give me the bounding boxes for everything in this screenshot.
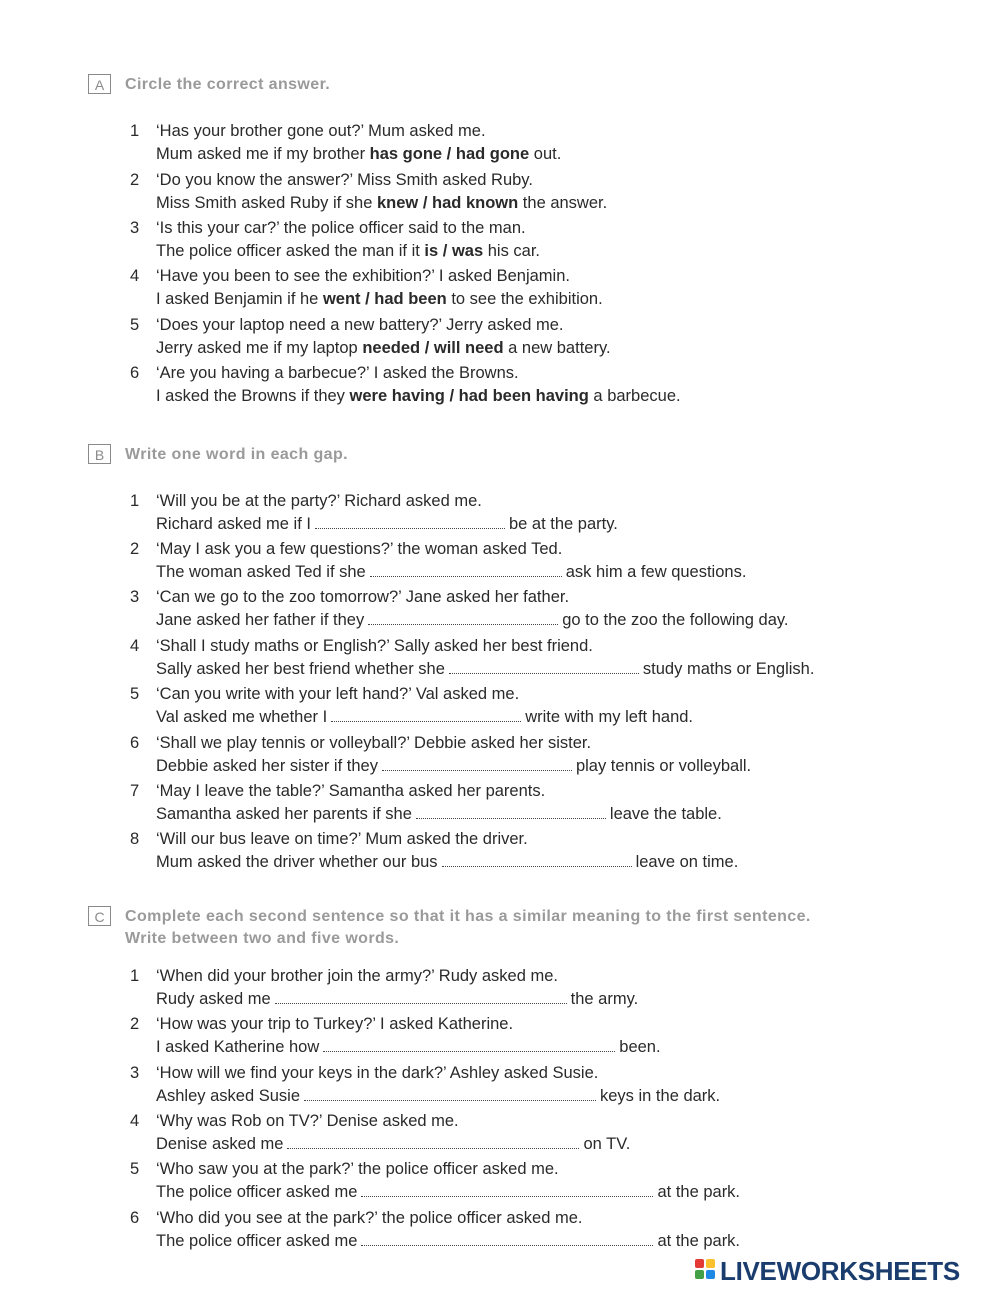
- answer-prefix: Rudy asked me: [156, 990, 271, 1008]
- answer-line: [156, 337, 611, 359]
- answer-line: [156, 706, 693, 728]
- answer-suffix: the answer.: [518, 194, 608, 212]
- answer-prefix: Richard asked me if I: [156, 515, 311, 533]
- question-line: ‘Shall I study maths or English?’ Sally asked her best friend.: [156, 637, 593, 655]
- question-line: ‘Can you write with your left hand?’ Val asked me.: [156, 685, 520, 703]
- answer-line: [156, 240, 540, 262]
- logo-text: LIVEWORKSHEETS: [720, 1255, 960, 1286]
- option-separator: /: [438, 242, 452, 260]
- section-b-instruction: Write one word in each gap.: [125, 446, 348, 463]
- question-line: ‘When did your brother join the army?’ Rudy asked me.: [156, 967, 558, 985]
- item-number: 2: [130, 540, 140, 558]
- item-number: 6: [130, 734, 140, 752]
- answer-line: [156, 385, 681, 407]
- answer-line: [156, 513, 618, 535]
- item-number: 6: [130, 1209, 140, 1227]
- question-line: ‘Who saw you at the park?’ the police officer asked me.: [156, 1160, 559, 1178]
- section-a-header: [88, 74, 845, 96]
- answer-line: [156, 288, 603, 310]
- section-a-instruction: Circle the correct answer.: [125, 76, 331, 93]
- item-number: 6: [130, 364, 140, 382]
- answer-line: [156, 988, 638, 1010]
- answer-gap-input[interactable]: [361, 1184, 653, 1197]
- answer-option-2[interactable]: had been: [374, 290, 447, 308]
- answer-gap-input[interactable]: [331, 709, 521, 722]
- section-b-header: [88, 444, 845, 466]
- answer-line: [156, 561, 746, 583]
- question-line: ‘May I leave the table?’ Samantha asked her parents.: [156, 782, 546, 800]
- item-number: 1: [130, 122, 140, 140]
- answer-gap-input[interactable]: [416, 806, 606, 819]
- section-c-header: [88, 906, 845, 950]
- answer-option-2[interactable]: was: [451, 242, 484, 260]
- question-line: ‘Does your laptop need a new battery?’ Jerry asked me.: [156, 316, 564, 334]
- answer-gap-input[interactable]: [368, 612, 558, 625]
- answer-line: [156, 1085, 720, 1107]
- answer-prefix: Sally asked her best friend whether she: [156, 660, 445, 678]
- answer-line: [156, 658, 814, 680]
- question-line: ‘Do you know the answer?’ Miss Smith asked Ruby.: [156, 171, 533, 189]
- answer-prefix: Denise asked me: [156, 1135, 284, 1153]
- section-c-letter-box: C: [88, 906, 111, 926]
- answer-prefix: The police officer asked me: [156, 1183, 358, 1201]
- answer-suffix: at the park.: [657, 1232, 741, 1250]
- answer-prefix: Mum asked the driver whether our bus: [156, 853, 438, 871]
- question-line: ‘Can we go to the zoo tomorrow?’ Jane asked her father.: [156, 588, 570, 606]
- answer-line: [156, 609, 788, 631]
- item-number: 5: [130, 316, 140, 334]
- answer-prefix: Val asked me whether I: [156, 708, 328, 726]
- liveworksheets-logo-icon: [695, 1259, 717, 1283]
- item-number: 8: [130, 830, 140, 848]
- answer-line: [156, 192, 607, 214]
- question-line: ‘Who did you see at the park?’ the police officer asked me.: [156, 1209, 583, 1227]
- answer-prefix: Jerry asked me if my laptop: [156, 339, 363, 357]
- answer-prefix: Jane asked her father if they: [156, 611, 365, 629]
- answer-suffix: go to the zoo the following day.: [562, 611, 789, 629]
- option-separator: /: [418, 194, 433, 212]
- question-line: ‘Will you be at the party?’ Richard asked me.: [156, 492, 482, 510]
- answer-prefix: I asked Benjamin if he: [156, 290, 323, 308]
- answer-suffix: out.: [529, 145, 562, 163]
- answer-option-2[interactable]: had been having: [458, 387, 589, 405]
- question-line: ‘Will our bus leave on time?’ Mum asked the driver.: [156, 830, 528, 848]
- question-line: ‘How will we find your keys in the dark?’ Ashley asked Susie.: [156, 1064, 599, 1082]
- answer-gap-input[interactable]: [361, 1233, 653, 1246]
- answer-line: [156, 1133, 630, 1155]
- answer-prefix: The woman asked Ted if she: [156, 563, 366, 581]
- answer-gap-input[interactable]: [304, 1088, 596, 1101]
- option-separator: /: [444, 387, 459, 405]
- answer-line: [156, 1181, 740, 1203]
- answer-prefix: Debbie asked her sister if they: [156, 757, 378, 775]
- item-number: 3: [130, 1064, 140, 1082]
- answer-option-1[interactable]: were having: [349, 387, 445, 405]
- answer-option-1[interactable]: needed: [362, 339, 421, 357]
- answer-line: [156, 851, 738, 873]
- answer-option-1[interactable]: went: [322, 290, 361, 308]
- liveworksheets-logo[interactable]: [695, 1256, 960, 1286]
- question-line: ‘Why was Rob on TV?’ Denise asked me.: [156, 1112, 459, 1130]
- question-line: ‘Is this your car?’ the police officer said to the man.: [156, 219, 526, 237]
- answer-suffix: at the park.: [657, 1183, 741, 1201]
- item-number: 7: [130, 782, 140, 800]
- answer-prefix: The police officer asked the man if it: [156, 242, 425, 260]
- answer-suffix: leave the table.: [609, 805, 722, 823]
- answer-line: [156, 803, 722, 825]
- answer-option-2[interactable]: had gone: [455, 145, 530, 163]
- item-number: 4: [130, 1112, 140, 1130]
- answer-option-1[interactable]: knew: [377, 194, 419, 212]
- question-line: ‘Shall we play tennis or volleyball?’ Debbie asked her sister.: [156, 734, 592, 752]
- item-number: 3: [130, 219, 140, 237]
- answer-prefix: Ashley asked Susie: [156, 1087, 300, 1105]
- answer-gap-input[interactable]: [315, 516, 505, 529]
- answer-option-1[interactable]: is: [424, 242, 439, 260]
- answer-prefix: Mum asked me if my brother: [156, 145, 370, 163]
- answer-line: [156, 1230, 740, 1252]
- answer-suffix: write with my left hand.: [525, 708, 694, 726]
- answer-suffix: leave on time.: [635, 853, 739, 871]
- answer-suffix: been.: [619, 1038, 661, 1056]
- item-number: 3: [130, 588, 140, 606]
- answer-option-1[interactable]: has gone: [369, 145, 443, 163]
- answer-prefix: Miss Smith asked Ruby if she: [156, 194, 377, 212]
- answer-suffix: study maths or English.: [642, 660, 815, 678]
- answer-prefix: I asked Katherine how: [156, 1038, 320, 1056]
- answer-suffix: be at the party.: [508, 515, 618, 533]
- item-number: 1: [130, 492, 140, 510]
- item-number: 5: [130, 1160, 140, 1178]
- item-number: 2: [130, 171, 140, 189]
- answer-gap-input[interactable]: [287, 1136, 579, 1149]
- answer-suffix: play tennis or volleyball.: [575, 757, 752, 775]
- answer-option-2[interactable]: will need: [433, 339, 504, 357]
- answer-gap-input[interactable]: [323, 1039, 615, 1052]
- answer-gap-input[interactable]: [370, 564, 562, 577]
- answer-prefix: I asked the Browns if they: [156, 387, 350, 405]
- question-line: ‘Are you having a barbecue?’ I asked the Browns.: [156, 364, 519, 382]
- answer-suffix: a barbecue.: [588, 387, 681, 405]
- option-separator: /: [360, 290, 375, 308]
- answer-gap-input[interactable]: [449, 661, 639, 674]
- section-b-letter-box: B: [88, 444, 111, 464]
- answer-gap-input[interactable]: [382, 758, 572, 771]
- answer-suffix: on TV.: [583, 1135, 631, 1153]
- answer-suffix: a new battery.: [503, 339, 611, 357]
- answer-suffix: keys in the dark.: [600, 1087, 721, 1105]
- question-line: ‘May I ask you a few questions?’ the woman asked Ted.: [156, 540, 563, 558]
- answer-option-2[interactable]: had known: [432, 194, 519, 212]
- answer-line: [156, 1036, 661, 1058]
- item-number: 2: [130, 1015, 140, 1033]
- answer-line: [156, 143, 561, 165]
- answer-line: [156, 755, 751, 777]
- answer-suffix: his car.: [483, 242, 540, 260]
- option-separator: /: [442, 145, 456, 163]
- answer-suffix: to see the exhibition.: [446, 290, 603, 308]
- item-number: 4: [130, 637, 140, 655]
- section-a-letter-box: A: [88, 74, 111, 94]
- section-c-instruction: Complete each second sentence so that it has a similar meaning to the first sentence. Write between two and five words.: [125, 908, 811, 947]
- question-line: ‘Have you been to see the exhibition?’ I asked Benjamin.: [156, 267, 570, 285]
- item-number: 4: [130, 267, 140, 285]
- question-line: ‘How was your trip to Turkey?’ I asked Katherine.: [156, 1015, 514, 1033]
- question-line: ‘Has your brother gone out?’ Mum asked me.: [156, 122, 486, 140]
- answer-gap-input[interactable]: [275, 991, 567, 1004]
- answer-suffix: ask him a few questions.: [565, 563, 747, 581]
- option-separator: /: [420, 339, 434, 357]
- answer-gap-input[interactable]: [442, 854, 632, 867]
- item-number: 5: [130, 685, 140, 703]
- answer-prefix: Samantha asked her parents if she: [156, 805, 412, 823]
- answer-suffix: the army.: [570, 990, 639, 1008]
- item-number: 1: [130, 967, 140, 985]
- answer-prefix: The police officer asked me: [156, 1232, 358, 1250]
